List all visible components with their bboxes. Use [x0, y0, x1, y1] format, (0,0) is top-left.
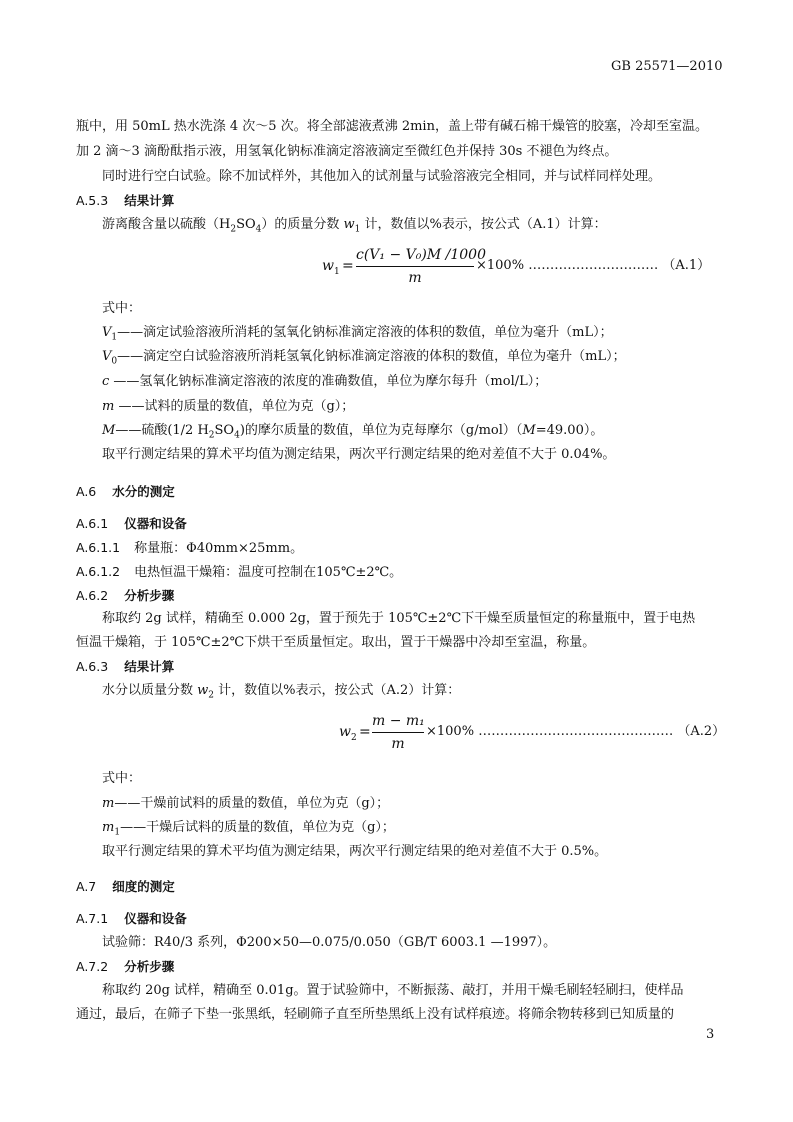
text-run: SO	[236, 217, 256, 232]
section-heading-a53	[76, 192, 174, 210]
formula-numerator: m − m₁	[372, 713, 425, 729]
paragraph-line: 加 2 滴～3 滴酚酞指示液，用氢氧化钠标准滴定溶液滴定至微红色并保持 30s 不褪色为终点。	[76, 144, 618, 159]
shizhong-label: 式中：	[102, 301, 142, 316]
formula-numerator: c(V₁ − V₀)M /1000	[356, 247, 486, 263]
subscript: 4	[255, 224, 262, 235]
paragraph-line: 称取约 20g 试样，精确至 0.01g。置于试验筛中，不断振荡、敲打，并用干燥毛刷轻轻刷扫，使样品	[102, 983, 684, 998]
definition-c: c ——氢氧化钠标准滴定溶液的浓度的准确数值，单位为摩尔每升（mol/L）；	[102, 374, 548, 389]
formula-lhs: $w_1$	[322, 258, 340, 277]
paragraph-line: 称取约 2g 试样，精确至 0.000 2g，置于预先于 105℃±2℃下干燥至质量恒定的称量瓶中，置于电热	[102, 611, 696, 626]
paragraph-line: 恒温干燥箱，于 105℃±2℃下烘干至质量恒定。取出，置于干燥器中冷却至室温，称量。	[76, 635, 596, 650]
paragraph-line: 取平行测定结果的算术平均值为测定结果，两次平行测定结果的绝对差值不大于 0.5%。	[102, 844, 608, 859]
formula-equals: =	[359, 724, 371, 740]
paragraph-line: 水分以质量分数 $w_2$ 计，数值以%表示，按公式（A.2）计算：	[102, 683, 461, 701]
section-heading-a7: A.7 细度的测定	[76, 879, 175, 894]
definition-M: M——硫酸(1/2 $H_2SO_4$)的摩尔质量的数值，单位为克每摩尔（g/mol）（M=49.00）。	[102, 423, 604, 441]
fraction-bar	[372, 732, 424, 733]
paragraph-line: 试验筛：R40/3 系列，Φ200×50—0.075/0.050（GB/T 6003.1 —1997）。	[102, 935, 557, 950]
subscript: 2	[230, 224, 237, 235]
shizhong-label: 式中：	[102, 771, 142, 786]
section-heading-a63: A.6.3 结果计算	[76, 659, 175, 674]
section-number: A.5.3	[76, 193, 109, 208]
formula-denominator: m	[408, 270, 422, 286]
fraction-bar	[356, 266, 474, 267]
clause-a611: A.6.1.1 称量瓶：Φ40mm×25mm。	[76, 540, 304, 556]
symbol-w: w	[343, 217, 355, 232]
section-heading-a61: A.6.1 仪器和设备	[76, 516, 187, 531]
page-number: 3	[706, 1027, 715, 1042]
section-heading-a71: A.7.1 仪器和设备	[76, 911, 187, 926]
standard-number: GB 25571—2010	[611, 59, 723, 74]
clause-a612: A.6.1.2 电热恒温干燥箱：温度可控制在105℃±2℃。	[76, 564, 403, 580]
paragraph-line: 同时进行空白试验。除不加试样外，其他加入的试剂量与试验溶液完全相同，并与试样同样处理。	[102, 169, 662, 184]
section-title: 结果计算	[124, 193, 175, 208]
section-heading-a62: A.6.2 分析步骤	[76, 588, 175, 603]
text-run: 计，数值以%表示，按公式（A.1）计算：	[360, 217, 607, 232]
definition-m1: $m_1——$干燥后试料的质量的数值，单位为克（g）；	[102, 820, 395, 838]
text-run: 游离酸含量以硫酸（H	[102, 217, 231, 232]
formula-tail: ×100% ………………………… （A.1）	[476, 258, 711, 273]
section-heading-a6: A.6 水分的测定	[76, 484, 175, 499]
formula-tail: ×100% ……………………………………… （A.2）	[426, 724, 726, 739]
section-heading-a72: A.7.2 分析步骤	[76, 959, 175, 974]
formula-equals: =	[342, 258, 354, 274]
definition-m-before: m——干燥前试料的质量的数值，单位为克（g）；	[102, 796, 390, 811]
definition-v1: $V_1——$滴定试验溶液所消耗的氢氧化钠标准滴定溶液的体积的数值，单位为毫升（mL）；	[102, 325, 613, 343]
paragraph-line	[102, 216, 607, 239]
formula-lhs: $w_2$	[339, 724, 357, 743]
definition-v0: $V_0——$滴定空白试验溶液所消耗氢氧化钠标准滴定溶液的体积的数值，单位为毫升（mL）；	[102, 349, 626, 367]
paragraph-line: 取平行测定结果的算术平均值为测定结果，两次平行测定结果的绝对差值不大于 0.04%。	[102, 447, 616, 462]
text-run: ）的质量分数	[261, 217, 344, 232]
definition-m: m ——试料的质量的数值，单位为克（g）；	[102, 399, 355, 414]
subscript: 1	[354, 224, 361, 235]
formula-denominator: m	[391, 736, 405, 752]
paragraph-line: 瓶中，用 50mL 热水洗涤 4 次～5 次。将全部滤液煮沸 2min，盖上带有碱石棉干燥管的胶塞，冷却至室温。	[76, 119, 708, 134]
paragraph-line: 通过，最后，在筛子下垫一张黑纸，轻刷筛子直至所垫黑纸上没有试样痕迹。将筛余物转移到已知质量的	[76, 1007, 675, 1022]
